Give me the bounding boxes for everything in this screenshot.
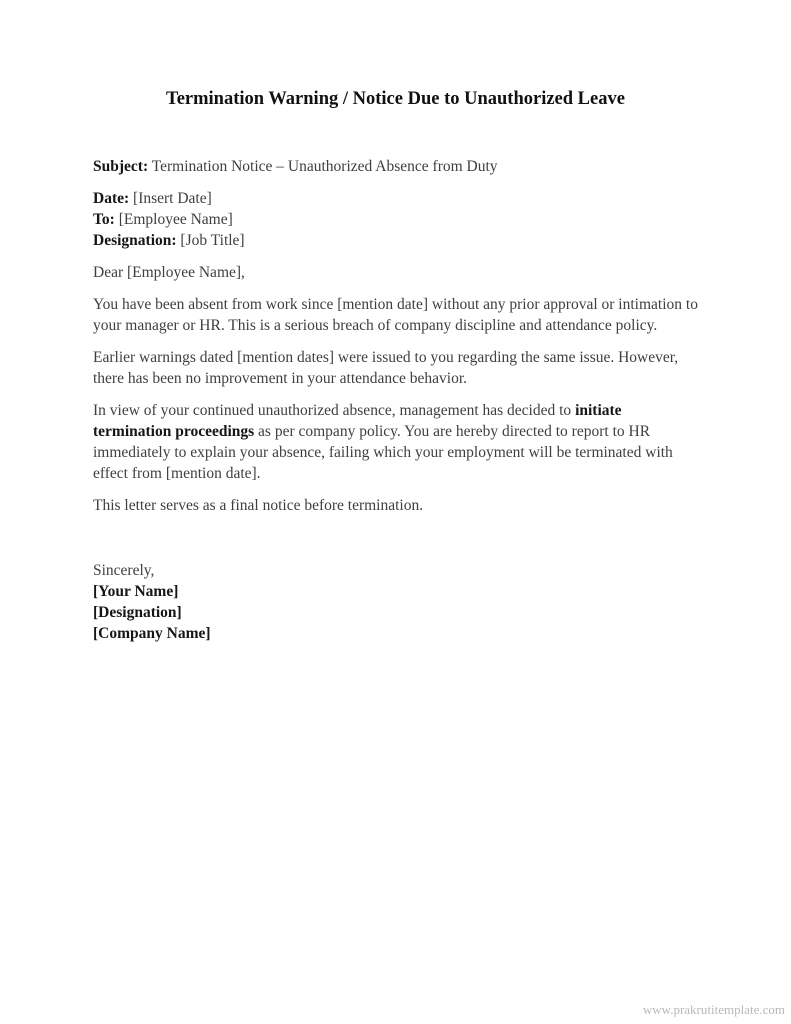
designation-label: Designation: xyxy=(93,232,177,249)
meta-line-date xyxy=(93,188,698,209)
paragraph-final-notice: This letter serves as a final notice before termination. xyxy=(93,497,424,514)
meta-block xyxy=(93,188,698,251)
termination-bold-phrase: initiate termination proceedings xyxy=(93,402,622,440)
date-label: Date: xyxy=(93,190,130,207)
document-title: Termination Warning / Notice Due to Unauthorized Leave xyxy=(166,89,625,109)
signature-name: [Your Name] xyxy=(93,583,179,600)
signature-company: [Company Name] xyxy=(93,625,211,642)
meta-line-to xyxy=(93,209,698,230)
subject-line xyxy=(93,156,698,177)
salutation: Dear [Employee Name], xyxy=(93,264,245,281)
signature-closing: Sincerely, xyxy=(93,562,155,579)
meta-line-designation xyxy=(93,230,698,251)
subject-label: Subject: xyxy=(93,158,149,175)
paragraph-absence: You have been absent from work since [mention date] without any prior approval or intimation to your manager or HR. This is a serious breach of company discipline and attendance policy. xyxy=(93,296,698,334)
signature-designation: [Designation] xyxy=(93,604,182,621)
to-label: To: xyxy=(93,211,115,228)
designation-value: [Job Title] xyxy=(176,232,245,249)
to-value: [Employee Name] xyxy=(114,211,233,228)
paragraph-termination xyxy=(93,400,698,484)
subject-text: Termination Notice – Unauthorized Absence from Duty xyxy=(148,158,498,175)
date-value: [Insert Date] xyxy=(129,190,212,207)
termination-text-pre: In view of your continued unauthorized absence, management has decided to xyxy=(93,402,576,419)
signature-block xyxy=(93,560,698,644)
termination-text-post: as per company policy. You are hereby directed to report to HR immediately to explain your absence, failing which your employment will be terminated with effect from [mention date]. xyxy=(93,423,673,482)
paragraph-earlier-warnings: Earlier warnings dated [mention dates] were issued to you regarding the same issue. However, there has been no improvement in your attendance behavior. xyxy=(93,349,679,387)
footer-website-url: www.prakrutitemplate.com xyxy=(642,1002,785,1017)
